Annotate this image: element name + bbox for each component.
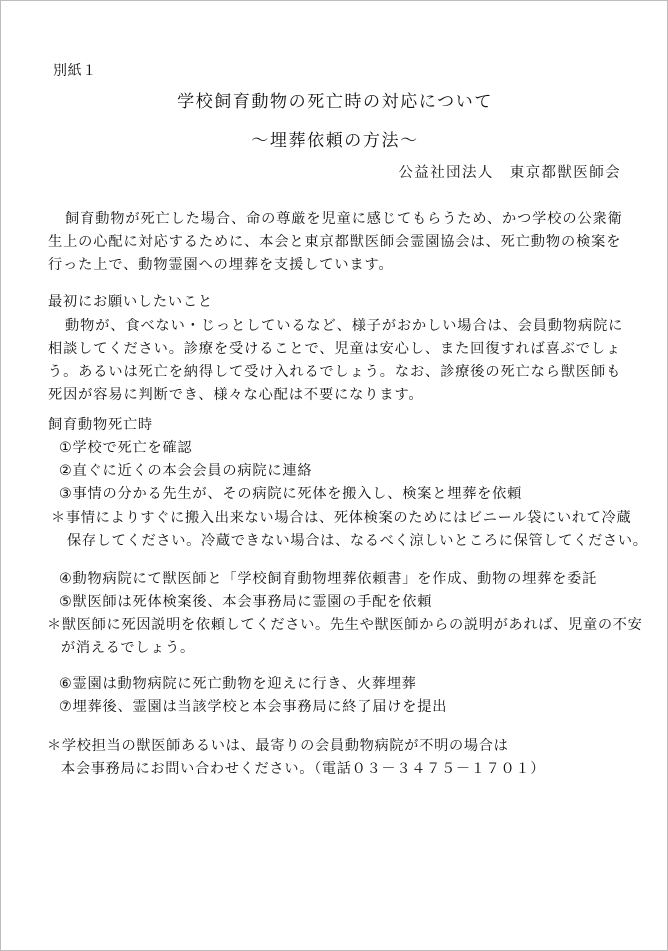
first-request-heading: 最初にお願いしたいこと [48, 294, 213, 310]
footer-note-line-2: 本会事務局にお問い合わせください。（電話０３－３４７５－１７０１） [61, 761, 546, 777]
document-subtitle: ～埋葬依頼の方法～ [251, 131, 419, 151]
first-request-body: 動物が、食べない・じっとしているなど、様子がおかしい場合は、会員動物病院に相談してください。診療を受けることで、児童は安心し、また回復すれば喜ぶでしょう。あるいは死亡を納得して受け入れるでしょう。なお、診療後の死亡なら獣医師も死因が容易に判断でき、様々な心配は不要になります。 [48, 318, 624, 403]
on-death-heading: 飼育動物死亡時 [48, 417, 153, 433]
organization-name: 公益社団法人 東京都獣医師会 [398, 165, 621, 181]
step-2: ②直ぐに近くの本会会員の病院に連絡 [59, 463, 313, 479]
note-1-line-2: 保存してください。冷蔵できない場合は、なるべく涼しいところに保管してください。 [67, 533, 648, 549]
step-5: ⑤獣医師は死体検案後、本会事務局に霊園の手配を依頼 [59, 594, 433, 610]
note-2-line-1: ＊獣医師に死因説明を依頼してください。先生や獣医師からの説明があれば、児童の不安 [47, 617, 643, 633]
step-1: ①学校で死亡を確認 [59, 440, 193, 456]
note-2-line-2: が消えるでしょう。 [61, 640, 195, 656]
attachment-label: 別紙１ [53, 63, 97, 79]
step-6: ⑥霊園は動物病院に死亡動物を迎えに行き、火葬埋葬 [59, 676, 417, 692]
note-1-line-1: ＊事情によりすぐに搬入出来ない場合は、死体検案のためにはビニール袋にいれて冷蔵 [51, 510, 632, 526]
footer-note-line-1: ＊学校担当の獣医師あるいは、最寄りの会員動物病院が不明の場合は [47, 738, 509, 754]
step-4: ④動物病院にて獣医師と「学校飼育動物埋葬依頼書」を作成、動物の埋葬を委託 [59, 571, 598, 587]
step-7: ⑦埋葬後、霊園は当該学校と本会事務局に終了届けを提出 [59, 699, 448, 715]
intro-paragraph: 飼育動物が死亡した場合、命の尊厳を児童に感じてもらうため、かつ学校の公衆衛生上の心配に対応するために、本会と東京都獣医師会霊園協会は、死亡動物の検案を行った上で、動物霊園への埋葬を支援しています。 [48, 211, 623, 273]
step-3: ③事情の分かる先生が、その病院に死体を搬入し、検案と埋葬を依頼 [59, 486, 523, 502]
document-title: 学校飼育動物の死亡時の対応について [177, 92, 493, 112]
